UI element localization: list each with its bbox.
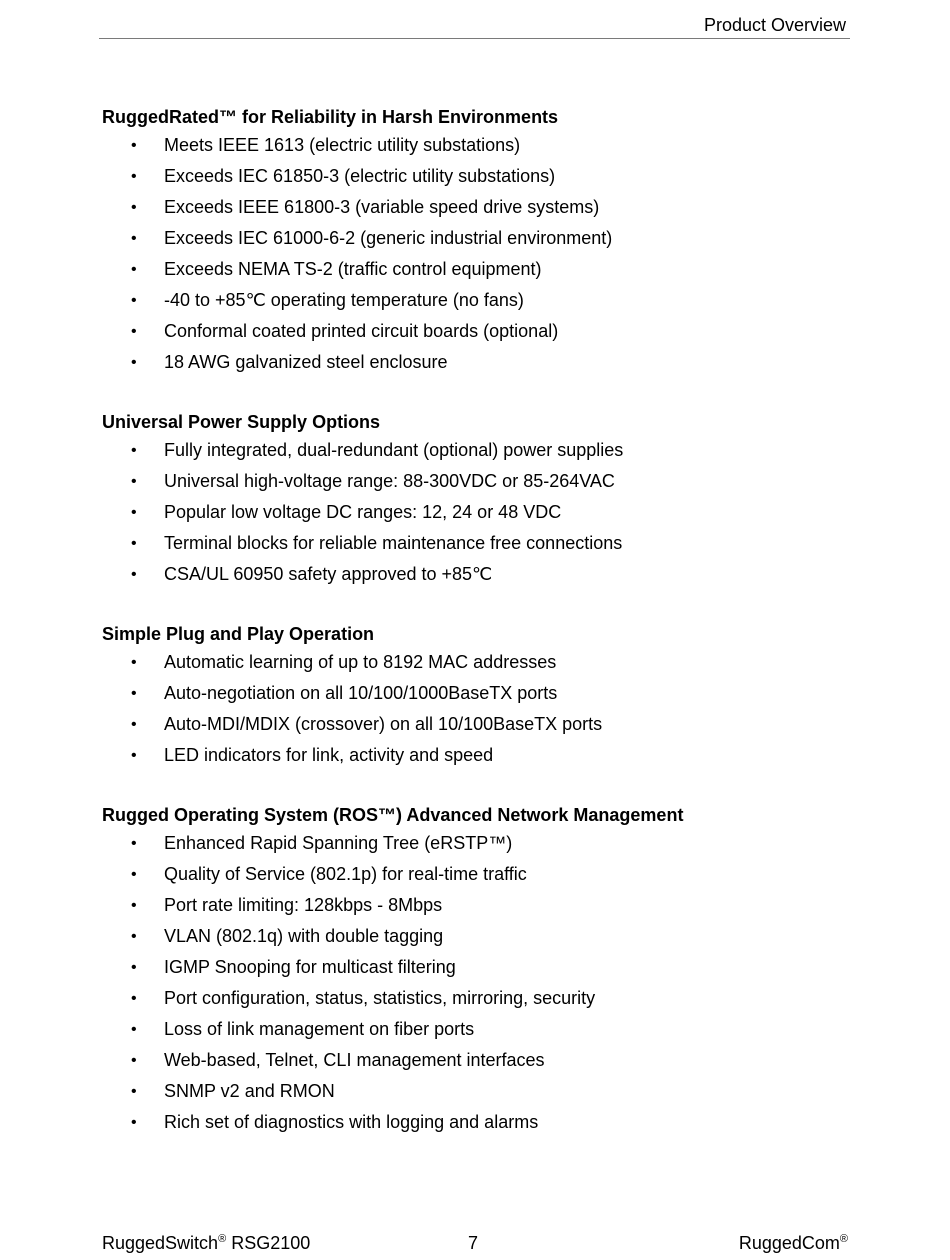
- list-item-text: SNMP v2 and RMON: [164, 1081, 335, 1101]
- list-item: [102, 161, 862, 192]
- page-header-title: Product Overview: [703, 15, 846, 35]
- bullet-icon: •: [131, 747, 137, 764]
- list-item-text: Auto-MDI/MDIX (crossover) on all 10/100BaseTX ports: [164, 714, 603, 734]
- list-item-text: Conformal coated printed circuit boards (optional): [164, 321, 559, 341]
- list-item-text: VLAN (802.1q) with double tagging: [164, 926, 444, 946]
- bullet-icon: •: [131, 1114, 137, 1131]
- section-ruggedrated: [102, 104, 862, 378]
- list-item-text: IGMP Snooping for multicast filtering: [164, 957, 456, 977]
- registered-mark: ®: [218, 1233, 227, 1245]
- list-item: [102, 285, 862, 316]
- bullet-icon: •: [131, 535, 137, 552]
- bullet-icon: •: [131, 1083, 137, 1100]
- list-item-text: Exceeds NEMA TS-2 (traffic control equipment): [164, 259, 542, 279]
- bullet-icon: •: [131, 504, 137, 521]
- page-number: 7: [468, 1233, 479, 1253]
- list-item: [102, 130, 862, 161]
- list-item-text: Port configuration, status, statistics, mirroring, security: [164, 988, 596, 1008]
- bullet-icon: •: [131, 442, 137, 459]
- list-item: [102, 859, 862, 890]
- section-title: Rugged Operating System (ROS™) Advanced Network Management: [102, 805, 684, 825]
- list-item-text: Universal high-voltage range: 88-300VDC or 85-264VAC: [164, 471, 615, 491]
- document-body: [102, 104, 862, 1169]
- bullet-list: [102, 130, 862, 378]
- section-power-supply: [102, 409, 862, 590]
- bullet-list: [102, 828, 862, 1138]
- footer-company-name: [739, 1232, 848, 1254]
- list-item-text: LED indicators for link, activity and speed: [164, 745, 494, 765]
- bullet-icon: •: [131, 685, 137, 702]
- list-item: [102, 435, 862, 466]
- list-item: [102, 709, 862, 740]
- bullet-icon: •: [131, 323, 137, 340]
- list-item-text: Enhanced Rapid Spanning Tree (eRSTP™): [164, 833, 513, 853]
- bullet-icon: •: [131, 230, 137, 247]
- bullet-icon: •: [131, 959, 137, 976]
- bullet-icon: •: [131, 1052, 137, 1069]
- list-item-text: Popular low voltage DC ranges: 12, 24 or 48 VDC: [164, 502, 562, 522]
- header-divider: [99, 38, 850, 39]
- list-item-text: CSA/UL 60950 safety approved to +85℃: [164, 564, 493, 584]
- list-item: [102, 223, 862, 254]
- list-item-text: Exceeds IEC 61850-3 (electric utility substations): [164, 166, 556, 186]
- list-item-text: Terminal blocks for reliable maintenance free connections: [164, 533, 623, 553]
- section-title: Universal Power Supply Options: [102, 412, 381, 432]
- list-item: [102, 952, 862, 983]
- list-item: [102, 497, 862, 528]
- bullet-icon: •: [131, 835, 137, 852]
- list-item: [102, 647, 862, 678]
- footer-product-name: [102, 1232, 310, 1254]
- bullet-icon: •: [131, 168, 137, 185]
- bullet-icon: •: [131, 137, 137, 154]
- list-item-text: Rich set of diagnostics with logging and alarms: [164, 1112, 539, 1132]
- bullet-icon: •: [131, 292, 137, 309]
- list-item: [102, 1076, 862, 1107]
- list-item: [102, 740, 862, 771]
- list-item: [102, 466, 862, 497]
- list-item-text: Exceeds IEEE 61800-3 (variable speed drive systems): [164, 197, 600, 217]
- list-item-text: Exceeds IEC 61000-6-2 (generic industrial environment): [164, 228, 613, 248]
- list-item: [102, 254, 862, 285]
- list-item: [102, 1014, 862, 1045]
- bullet-icon: •: [131, 1021, 137, 1038]
- bullet-icon: •: [131, 473, 137, 490]
- list-item: [102, 528, 862, 559]
- registered-mark: ®: [839, 1233, 848, 1245]
- section-ros-management: [102, 802, 862, 1138]
- footer-product-brand: RuggedSwitch: [102, 1233, 219, 1253]
- bullet-icon: •: [131, 866, 137, 883]
- list-item-text: Fully integrated, dual-redundant (optional) power supplies: [164, 440, 624, 460]
- list-item: [102, 983, 862, 1014]
- list-item-text: Loss of link management on fiber ports: [164, 1019, 475, 1039]
- list-item-text: Auto-negotiation on all 10/100/1000BaseTX ports: [164, 683, 558, 703]
- bullet-icon: •: [131, 654, 137, 671]
- list-item: [102, 316, 862, 347]
- list-item: [102, 921, 862, 952]
- footer-product-model: RSG2100: [226, 1233, 311, 1253]
- bullet-icon: •: [131, 261, 137, 278]
- bullet-icon: •: [131, 928, 137, 945]
- footer-company-brand: RuggedCom: [738, 1233, 840, 1253]
- bullet-icon: •: [131, 716, 137, 733]
- section-title: RuggedRated™ for Reliability in Harsh Environments: [102, 107, 559, 127]
- bullet-list: [102, 647, 862, 771]
- list-item: [102, 1045, 862, 1076]
- list-item: [102, 828, 862, 859]
- list-item-text: 18 AWG galvanized steel enclosure: [164, 352, 448, 372]
- bullet-icon: •: [131, 354, 137, 371]
- list-item-text: Quality of Service (802.1p) for real-time traffic: [164, 864, 527, 884]
- list-item: [102, 192, 862, 223]
- bullet-icon: •: [131, 566, 137, 583]
- bullet-list: [102, 435, 862, 590]
- list-item-text: Meets IEEE 1613 (electric utility substations): [164, 135, 521, 155]
- list-item-text: Port rate limiting: 128kbps - 8Mbps: [164, 895, 443, 915]
- section-plug-and-play: [102, 621, 862, 771]
- bullet-icon: •: [131, 990, 137, 1007]
- bullet-icon: •: [131, 897, 137, 914]
- section-title: Simple Plug and Play Operation: [102, 624, 375, 644]
- list-item: [102, 890, 862, 921]
- bullet-icon: •: [131, 199, 137, 216]
- list-item-text: -40 to +85℃ operating temperature (no fans): [164, 290, 524, 310]
- list-item: [102, 1107, 862, 1138]
- list-item: [102, 678, 862, 709]
- list-item-text: Automatic learning of up to 8192 MAC addresses: [164, 652, 557, 672]
- list-item: [102, 559, 862, 590]
- list-item-text: Web-based, Telnet, CLI management interfaces: [164, 1050, 545, 1070]
- list-item: [102, 347, 862, 378]
